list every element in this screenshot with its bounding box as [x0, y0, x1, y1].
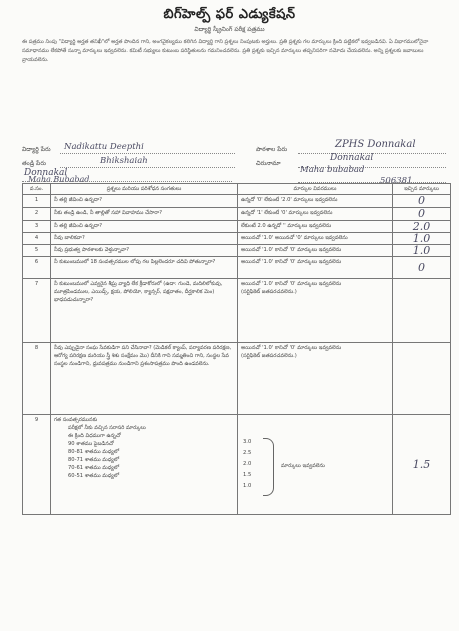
grade-value: 1.5 [243, 472, 252, 478]
village-value: Donnakal [24, 168, 68, 178]
row-marks-rule: అయినచో '1.0' అయినచో '0' మార్కులు ఇవ్వవలెను [238, 233, 393, 245]
table-header-row [23, 184, 451, 195]
grade-value: 2.0 [243, 461, 252, 467]
header-serial: వ.సం. [23, 184, 51, 195]
district-value: Maha Bubabad [28, 175, 90, 184]
form-title: బిగ్‌హెల్ప్ ఫర్ ఎడ్యుకేషన్ [163, 7, 296, 22]
row-number: 3 [23, 221, 51, 233]
row-question: నీవు ఎప్పుడైనా సంఘ సేవకుడిగా పని చేసినావా? (మెడికల్ క్యాంప్, పర్యావరణ పరిరక్షణ, ఆరోగ్య పరిరక్షణ మరియు స్త్రీ శిశు సంక్షేమం మొ) దీనికి గాని సమ్మతించి గాని, సంస్థల సేవ సంస్థల నుండిగాని, ధ్రువపత్రము నుండిగాని ప్రశంసాపత్రము పొంది ఉండవలెను. [51, 343, 238, 415]
father-name-label: తండ్రి పేరు [22, 160, 46, 167]
grade-value: 1.0 [243, 483, 252, 489]
grade-line: పరీక్షలో నీకు వచ్చిన సరాసరి మార్కులు [68, 425, 146, 431]
grade-scale [241, 434, 389, 500]
row-number: 4 [23, 233, 51, 245]
row-number: 5 [23, 245, 51, 257]
row-given-marks: 0 [393, 208, 451, 221]
row-question: నీ కుటుంబములో 18 సంవత్సరముల లోపు గల పిల్లలెందరూ చదివి పోతున్నారా? [51, 257, 238, 279]
header-given-marks: ఇచ్చిన మార్కులు [393, 184, 451, 195]
row-given-marks: 1.0 [393, 245, 451, 257]
father-name-value: Bhikshaiah [100, 156, 148, 166]
row-marks-rule: లేకుంటే 2.0 ఉన్నదో '' మార్కులు ఇవ్వవలెను [238, 221, 393, 233]
grade-line: 60-51 శాతము మధ్యలో [68, 473, 120, 479]
row-marks-rule: మార్కులు ఇవ్వవలెను [281, 463, 325, 469]
table-row [23, 257, 451, 279]
table-row [23, 245, 451, 257]
row-question: నీవు ప్రభుత్వ పాఠశాలకు వెళ్తున్నావా? [51, 245, 238, 257]
row-given-marks: 1.0 [393, 233, 451, 245]
row-marks-rule: అయినచో '1.0' కానిచో '0' మార్కులు ఇవ్వవలెను [241, 345, 342, 351]
grade-line: 90 శాతము పైబడినచో [68, 441, 114, 447]
student-name-line [60, 153, 235, 154]
header-marks-details: మార్కుల వివరములు [238, 184, 393, 195]
row-given-marks: 0 [393, 257, 451, 279]
grade-line: ఈ క్రింది విధముగా ఉన్నచో [68, 433, 121, 439]
row-question: నీ తల్లి జీవించి ఉన్నదా? [51, 221, 238, 233]
grade-line: 80-71 శాతము మధ్యలో [68, 457, 120, 463]
table-row [23, 195, 451, 208]
row-marks-rule: ఉన్నదో '0' లేకుంటే '2.0' మార్కులు ఇవ్వవలెను [238, 195, 393, 208]
row-number: 9 [23, 415, 51, 515]
row-marks-cell [238, 415, 393, 515]
row-number: 8 [23, 343, 51, 415]
row-given-marks: 0 [393, 195, 451, 208]
district-value-right: Maha bubabad [300, 165, 365, 175]
student-name-value: Nadikattu Deepthi [64, 142, 144, 152]
grade-values [243, 437, 251, 492]
table-row [23, 415, 451, 515]
row-marks-cell [238, 279, 393, 343]
row-question: నీకు తండ్రి ఉండి, నీ తాల్లితో సహా వివాహము చేసారా? [51, 208, 238, 221]
row-marks-rule: ఉన్నదో '1' లేకుంటే '0' మార్కులు ఇవ్వవలెను [238, 208, 393, 221]
table-row [23, 221, 451, 233]
pincode-value: 506381 [380, 176, 413, 186]
row-given-marks: 2.0 [393, 221, 451, 233]
school-name-label: పాఠశాల పేరు [256, 146, 288, 153]
row-marks-rule: అయినచో '1.0' కానిచో '0' మార్కులు ఇవ్వవలెను [241, 281, 342, 287]
row-marks-rule: అయినచో '1.0' కానిచో '0' మార్కులు ఇవ్వవలెను [238, 257, 393, 279]
row-marks-rule: అయినచో '1.0' కానిచో '0' మార్కులు ఇవ్వవలెను [238, 245, 393, 257]
row-marks-cell [238, 343, 393, 415]
address-value: Donnakal [330, 153, 374, 163]
table-row [23, 208, 451, 221]
grade-value: 3.0 [243, 439, 252, 445]
row-question: నీ కుటుంబములో ఎవ్వరైన శీఘ్ర వ్యాధి లేక క్రీడాకోరులో (ఉదా: గుండె, మదిలిలోకువు, మూత్రపిండముల, ఎయిడ్స్, క్షయ, పోలియో, క్యాన్సర్, పక్షవాతం, దీర్ఘకాలిక మెం) భాధపడుచున్నారా? [51, 279, 238, 343]
row-question: గత సంవత్సరమునకు [54, 417, 98, 423]
school-name-value: ZPHS Donnakal [335, 139, 416, 150]
row-given-marks [393, 279, 451, 343]
table-row [23, 343, 451, 415]
form-subtitle: విద్యార్థి స్క్రీనింగ్ పరీక్ష పత్రము [194, 26, 265, 33]
table-row [23, 233, 451, 245]
row-given-marks [393, 343, 451, 415]
grade-line: 80-81 శాతము మధ్యలో [68, 449, 120, 455]
address-label: చిరునామా [256, 160, 281, 167]
address-line-left [22, 181, 232, 182]
grade-line: 70-61 శాతము మధ్యలో [68, 465, 120, 471]
curly-brace [263, 438, 274, 496]
row-marks-note: (సర్టిఫికెట్ జతపరచవలెను.) [241, 353, 297, 359]
row-question-cell [51, 415, 238, 515]
row-question: నీవు బాలికవా? [51, 233, 238, 245]
row-given-marks: 1.5 [393, 415, 451, 515]
grade-value: 2.5 [243, 450, 252, 456]
row-number: 6 [23, 257, 51, 279]
father-name-line [60, 167, 235, 168]
form-instructions: ఈ పత్రము నింపు "విద్యార్థి అర్హత తనిఖీ"లో అర్హత పొందిన గాని, అంగవైకల్యము కలిగిన విద్యార్థి గాని ప్రశ్నలు నింపుటకు అర్హులు. ప్రతి ప్రశ్నకు గల మార్కులు క్రింది పట్టికలో ఇవ్వబడినవి. ఏ విభాగములోనైనా సమాధానము లేకపోతే సున్నా మార్కులు ఇవ్వవలెను. కమిటీ సభ్యులు కుటుంబ పరిస్థితులను గమనించవలెను. ప్రతి ప్రశ్నకు ఇచ్చిన మార్కులు తప్పనిసరిగా నమోదు చేయవలెను. అన్ని ప్రశ్నలకు జవాబులు వ్రాయవలెను. [22, 39, 429, 63]
row-question: నీ తల్లి జీవించి ఉన్నదా? [51, 195, 238, 208]
header-question: ప్రశ్నలు మరియు పరిశోధన సంగతులు [51, 184, 238, 195]
row-number: 7 [23, 279, 51, 343]
row-number: 1 [23, 195, 51, 208]
row-number: 2 [23, 208, 51, 221]
row-marks-note: (సర్టిఫికెట్ జతపరచవలెను.) [241, 289, 297, 295]
table-row [23, 279, 451, 343]
screening-table [22, 183, 451, 515]
student-name-label: విద్యార్థి పేరు [22, 146, 51, 153]
